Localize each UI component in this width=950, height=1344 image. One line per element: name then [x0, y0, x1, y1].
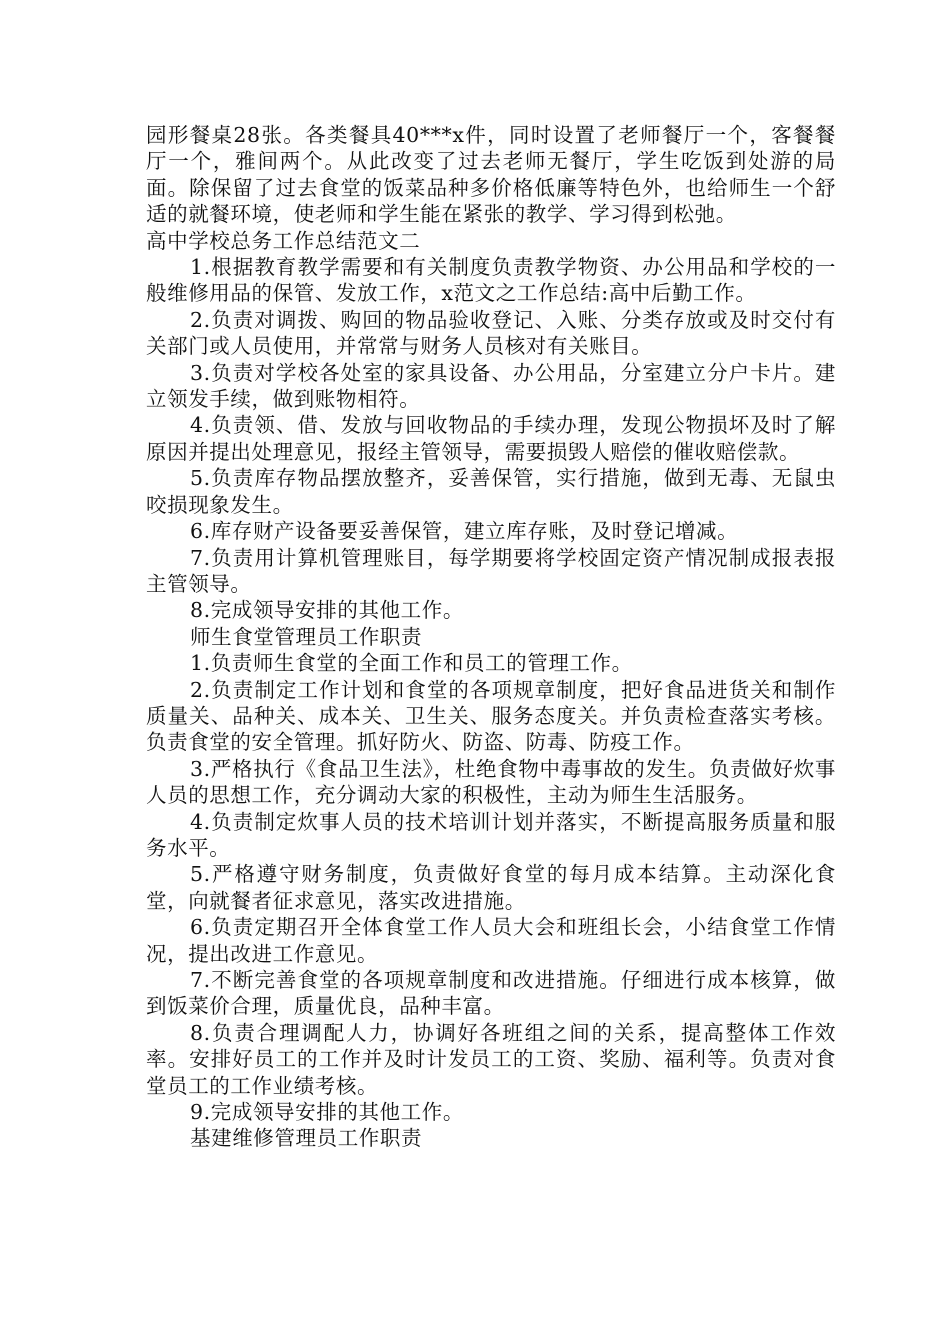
list-item: 4.负责制定炊事人员的技术培训计划并落实，不断提高服务质量和服务水平。: [146, 809, 836, 860]
list-item: 2.负责对调拨、购回的物品验收登记、入账、分类存放或及时交付有关部门或人员使用，并常常与财务人员核对有关账目。: [146, 307, 836, 359]
list-item: 1.根据教育教学需要和有关制度负责教学物资、办公用品和学校的一般维修用品的保管、发放工作，x范文之工作总结:高中后勤工作。: [146, 255, 836, 306]
list-item: 2.负责制定工作计划和食堂的各项规章制度，把好食品进货关和制作质量关、品种关、成本关、卫生关、服务态度关。并负责检查落实考核。负责食堂的安全管理。抓好防火、防盗、防毒、防疫工作。: [146, 677, 836, 755]
list-item: 5.负责库存物品摆放整齐，妥善保管，实行措施，做到无毒、无鼠虫咬损现象发生。: [146, 466, 836, 517]
list-item: 3.负责对学校各处室的家具设备、办公用品，分室建立分户卡片。建立领发手续，做到账物相符。: [146, 360, 836, 412]
document-body: [146, 122, 836, 1152]
list-item: 3.严格执行《食品卫生法》，杜绝食物中毒事故的发生。负责做好炊事人员的思想工作，充分调动大家的积极性，主动为师生生活服务。: [146, 756, 836, 808]
list-item: 1.负责师生食堂的全面工作和员工的管理工作。: [190, 651, 633, 676]
list-item: 9.完成领导安排的其他工作。: [190, 1100, 464, 1125]
section-heading-canteen: 师生食堂管理员工作职责: [190, 624, 423, 649]
list-item: 8.负责合理调配人力，协调好各班组之间的关系，提高整体工作效率。安排好员工的工作并及时计发员工的工资、奖励、福利等。负责对食堂员工的工作业绩考核。: [146, 1020, 836, 1098]
list-item: 6.库存财产设备要妥善保管，建立库存账，及时登记增减。: [190, 519, 739, 544]
list-item: 7.负责用计算机管理账目，每学期要将学校固定资产情况制成报表报主管领导。: [146, 545, 836, 596]
list-item: 6.负责定期召开全体食堂工作人员大会和班组长会，小结食堂工作情况，提出改进工作意见。: [146, 915, 836, 966]
list-item: 5.严格遵守财务制度，负责做好食堂的每月成本结算。主动深化食堂，向就餐者征求意见，落实改进措施。: [146, 862, 836, 913]
list-item: 8.完成领导安排的其他工作。: [190, 598, 464, 623]
section-heading-summary-two: 高中学校总务工作总结范文二: [146, 228, 421, 253]
list-item: 7.不断完善食堂的各项规章制度和改进措施。仔细进行成本核算，做到饭菜价合理，质量优良，品种丰富。: [146, 968, 836, 1019]
section-heading-maintenance: 基建维修管理员工作职责: [190, 1126, 423, 1151]
paragraph-intro: 园形餐桌28张。各类餐具40***x件，同时设置了老师餐厅一个，客餐餐厅一个，雅间两个。从此改变了过去老师无餐厅，学生吃饭到处游的局面。除保留了过去食堂的饭菜品种多价格低廉等特色外，也给师生一个舒适的就餐环境，使老师和学生能在紧张的教学、学习得到松弛。: [146, 123, 836, 227]
list-item: 4.负责领、借、发放与回收物品的手续办理，发现公物损坏及时了解原因并提出处理意见，报经主管领导，需要损毁人赔偿的催收赔偿款。: [146, 413, 836, 464]
